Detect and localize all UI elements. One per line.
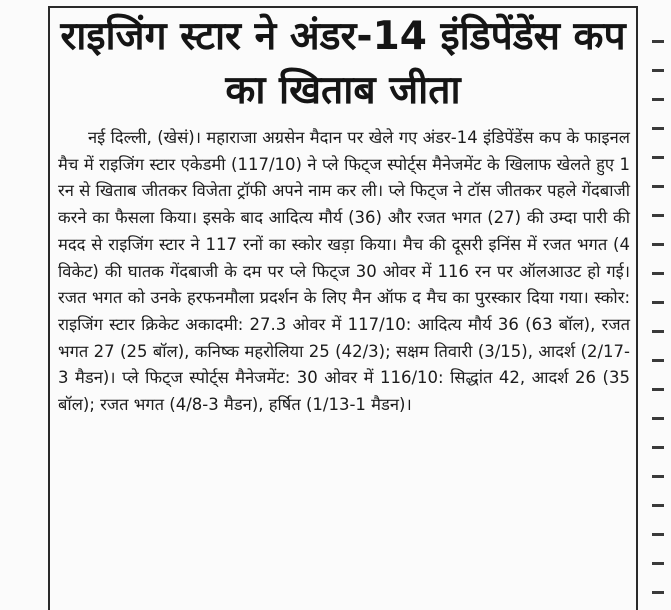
adjacent-column-edge [650,40,666,600]
clipping-border-left [48,6,50,610]
clipping-border-top [48,6,638,8]
clipping-border-right [636,6,638,610]
article-body: नई दिल्ली, (खेसं)। महाराजा अग्रसेन मैदान पर खेले गए अंडर-14 इंडिपेंडेंस कप के फाइनल मैच में राइजिंग स्टार एकेडमी (117/10) ने प्ले फिट्ज स्पोर्ट्स मैनेजमेंट के खिलाफ खेलते हुए 1 रन से खिताब जीतकर विजेता ट्रॉफी अपने नाम कर ली। प्ले फिट्ज ने टॉस जीतकर पहले गेंदबाजी करने का फैसला किया। इसके बाद आदित्य मौर्य (36) और रजत भगत (27) की उम्दा पारी की मदद से राइजिंग स्टार ने 117 रनों का स्कोर खड़ा किया। मैच की दूसरी इनिंस में रजत भगत (4 विकेट) की घातक गेंदबाजी के दम पर प्ले फिट्ज 30 ओवर में 116 रन पर ऑलआउट हो गई। रजत भगत को उनके हरफनमौला प्रदर्शन के लिए मैन ऑफ द मैच का पुरस्कार दिया गया। स्कोर: राइजिंग स्टार क्रिकेट अकादमी: 27.3 ओवर में 117/10: आदित्य मौर्य 36 (63 बॉल), रजत भगत 27 (25 बॉल), कनिष्क महरोलिया 25 (42/3); सक्षम तिवारी (3/15), आदर्श (2/17-3 मैडन)। प्ले फिट्ज स्पोर्ट्स मैनेजमेंट: 30 ओवर में 116/10: सिद्धांत 42, आदर्श 26 (35 बॉल); रजत भगत (4/8-3 मैडन), हर्षित (1/13-1 मैडन)। [58,128,630,415]
headline: राइजिंग स्टार ने अंडर-14 इंडिपेंडेंस कप का खिताब जीता [60,14,626,113]
